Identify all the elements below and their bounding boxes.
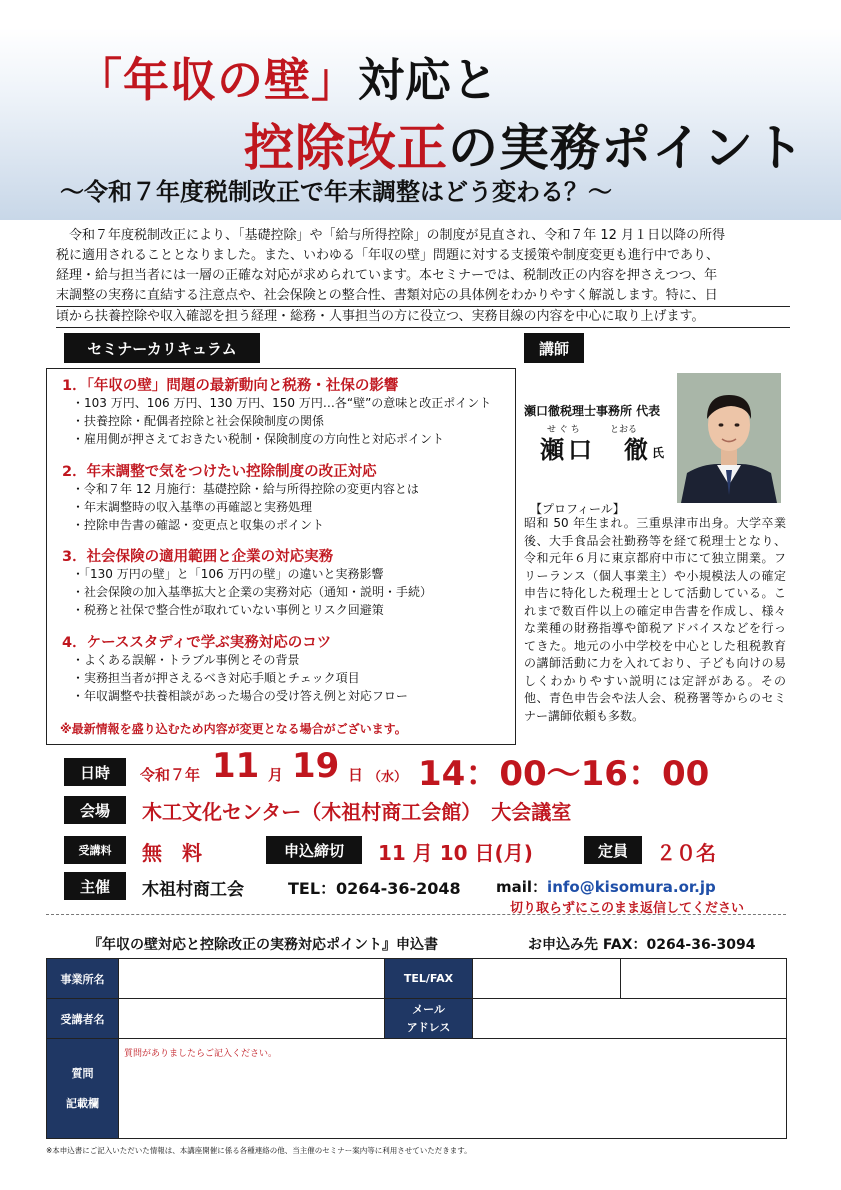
capacity-label: 定員 xyxy=(584,836,642,864)
profile-heading: 【プロフィール】 xyxy=(530,502,625,516)
intro-line: 末調整の実務に直結する注意点や、社会保険との整合性、書類対応の具体例をわかりやすく解説します。特に、日 xyxy=(56,286,790,307)
mail-label-line1: メール xyxy=(412,1002,445,1016)
office-name-field[interactable] xyxy=(119,959,385,999)
curriculum-item: ・社会保険の加入基準拡大と企業の実務対応（通知・説明・手続） xyxy=(72,585,433,599)
form-footnote: ※本申込書にご記入いただいた情報は、本講座開催に係る各種連絡の他、当主催のセミナー案内等に利用させていただきます。 xyxy=(46,1146,472,1155)
lecturer-photo xyxy=(677,373,781,503)
profile-text: 昭和 50 年生まれ。三重県津市出身。大学卒業後、大手食品会社勤務等を経て税理士となり、令和元年６月に東京都府中市にて独立開業。フリーランス（個人事業主）や小規模法人の確定申告に特化した税理士として活動している。これまで数百件以上の確定申告書を作成し、様々な業種の財務指導や節税アドバイスなどを行ってきた。地元の小中学校を中心とした租税教育の講師活動に力を入れており、子ども向けの易しくわかりやすい説明には定評がある。その他、青色申告会や法人会、税務署等からのセミナー講師依頼も多数。 xyxy=(524,516,786,723)
form-title: 『年収の壁対応と控除改正の実務対応ポイント』申込書 xyxy=(88,937,438,953)
curriculum-item: ・年収調整や扶養相談があった場合の受け答え例と対応フロー xyxy=(72,689,408,703)
form-fax: お申込み先 FAX：0264-36-3094 xyxy=(528,937,756,953)
date-time: 14：00～16：00 xyxy=(418,754,710,794)
mail-label-line2: アドレス xyxy=(406,1020,451,1034)
intro-text xyxy=(56,226,790,328)
date-era: 令和７年 xyxy=(140,766,201,784)
curriculum-item: ・実務担当者が押さえるべき対応手順とチェック項目 xyxy=(72,671,360,685)
question-hint: 質問がありましたらご記入ください。 xyxy=(124,1049,278,1059)
tel-field[interactable] xyxy=(473,959,621,999)
curriculum-item: ・103 万円、106 万円、130 万円、150 万円…各“壁”の意味と改正ポイント xyxy=(72,396,492,410)
lecturer-office: 瀬口徹税理士事務所 代表 xyxy=(524,404,661,418)
page-subtitle: ～令和７年度税制改正で年末調整はどう変わる？～ xyxy=(60,178,612,206)
curriculum-heading-2: 2．年末調整で気をつけたい控除制度の改正対応 xyxy=(62,464,377,480)
date-label: 日時 xyxy=(64,758,126,786)
lecturer-name: 瀬口 徹 xyxy=(540,436,652,464)
page-title-line2 xyxy=(244,108,805,180)
venue-label: 会場 xyxy=(64,796,126,824)
page-title-line1 xyxy=(76,44,499,110)
curriculum-item: ・税務と社保で整合性が取れていない事例とリスク回避策 xyxy=(72,603,384,617)
date-month-unit: 月 xyxy=(268,766,284,784)
attendee-name-field[interactable] xyxy=(119,999,385,1039)
curriculum-item: ・令和７年 12 月施行：基礎控除・給与所得控除の変更内容とは xyxy=(72,482,419,496)
intro-line: 経理・給与担当者には一層の正確な対応が求められています。本セミナーでは、税制改正の内容を押さえつつ、年 xyxy=(56,268,718,283)
capacity-value: ２０名 xyxy=(656,841,716,865)
lecturer-label: 講師 xyxy=(524,333,584,363)
fee-value: 無 料 xyxy=(142,841,202,865)
date-weekday: （水） xyxy=(368,770,408,785)
date-day-unit: 日 xyxy=(348,766,364,784)
mail-link[interactable]: info@kisomura.or.jp xyxy=(547,878,716,896)
curriculum-item: ・「130 万円の壁」と「106 万円の壁」の違いと実務影響 xyxy=(72,567,384,581)
curriculum-item: ・雇用側が押さえておきたい税制・保険制度の方向性と対応ポイント xyxy=(72,432,445,446)
intro-line: 税に適用されることとなりました。また、いわゆる「年収の壁」問題に対する支援策や制度変更も進行中であり、 xyxy=(56,248,720,263)
lecturer-ruby-family: せ ぐ ち xyxy=(547,425,580,435)
question-label-line2: 記載欄 xyxy=(66,1096,99,1110)
deadline-label: 申込締切 xyxy=(266,836,362,864)
host-value: 木祖村商工会 xyxy=(142,880,244,900)
title2-red: 控除改正 xyxy=(244,119,448,177)
attendee-name-label: 受講者名 xyxy=(47,999,119,1039)
intro-line: 令和７年度税制改正により、「基礎控除」や「給与所得控除」の制度が見直され、令和７年 12 月１日以降の所得 xyxy=(69,228,726,243)
host-label: 主催 xyxy=(64,872,126,900)
telfax-label: TEL/FAX xyxy=(385,959,473,999)
curriculum-item: ・控除申告書の確認・変更点と収集のポイント xyxy=(72,518,325,532)
portrait-illustration xyxy=(677,373,781,503)
venue-value: 木工文化センター（木祖村商工会館） 大会議室 xyxy=(142,800,572,824)
curriculum-heading-4: 4．ケーススタディで学ぶ実務対応のコツ xyxy=(62,635,332,651)
title2-black: の実務ポイント xyxy=(448,119,805,177)
lecturer-honorific: 氏 xyxy=(652,446,665,460)
cut-note: 切り取らずにこのまま返信してください xyxy=(510,901,745,916)
curriculum-heading-3: 3．社会保険の適用範囲と企業の対応実務 xyxy=(62,549,334,565)
mail-address-label xyxy=(385,999,473,1039)
fax-field[interactable] xyxy=(621,959,787,999)
curriculum-item: ・よくある誤解・トラブル事例とその背景 xyxy=(72,653,300,667)
date-month: 11 xyxy=(212,746,260,786)
cut-line xyxy=(46,914,786,915)
office-name-label: 事業所名 xyxy=(47,959,119,999)
mail-label: mail： xyxy=(496,878,548,896)
curriculum-item: ・年末調整時の収入基準の再確認と実務処理 xyxy=(72,500,313,514)
intro-line: 頃から扶養控除や収入確認を担う経理・総務・人事担当の方に役立つ、実務目線の内容を中心に取り上げます。 xyxy=(56,307,790,328)
mail-address-field[interactable] xyxy=(473,999,787,1039)
host-tel: TEL：0264-36-2048 xyxy=(288,879,461,898)
deadline-value: 11 月 10 日(月) xyxy=(378,841,533,865)
curriculum-item: ・扶養控除・配偶者控除と社会保険制度の関係 xyxy=(72,414,325,428)
title1-red: 「年収の壁」 xyxy=(76,53,358,107)
date-day: 19 xyxy=(292,746,340,786)
question-label xyxy=(47,1039,119,1139)
fee-label: 受講料 xyxy=(64,836,126,864)
title1-black: 対応と xyxy=(358,53,499,107)
curriculum-label: セミナーカリキュラム xyxy=(64,333,260,363)
curriculum-heading-1: 1．「年収の壁」問題の最新動向と税務・社保の影響 xyxy=(62,378,399,394)
curriculum-note: ※最新情報を盛り込むため内容が変更となる場合がございます。 xyxy=(60,722,407,736)
host-mail xyxy=(496,876,716,897)
question-label-line1: 質問 xyxy=(71,1066,94,1080)
lecturer-ruby-given: とおる xyxy=(610,425,638,435)
